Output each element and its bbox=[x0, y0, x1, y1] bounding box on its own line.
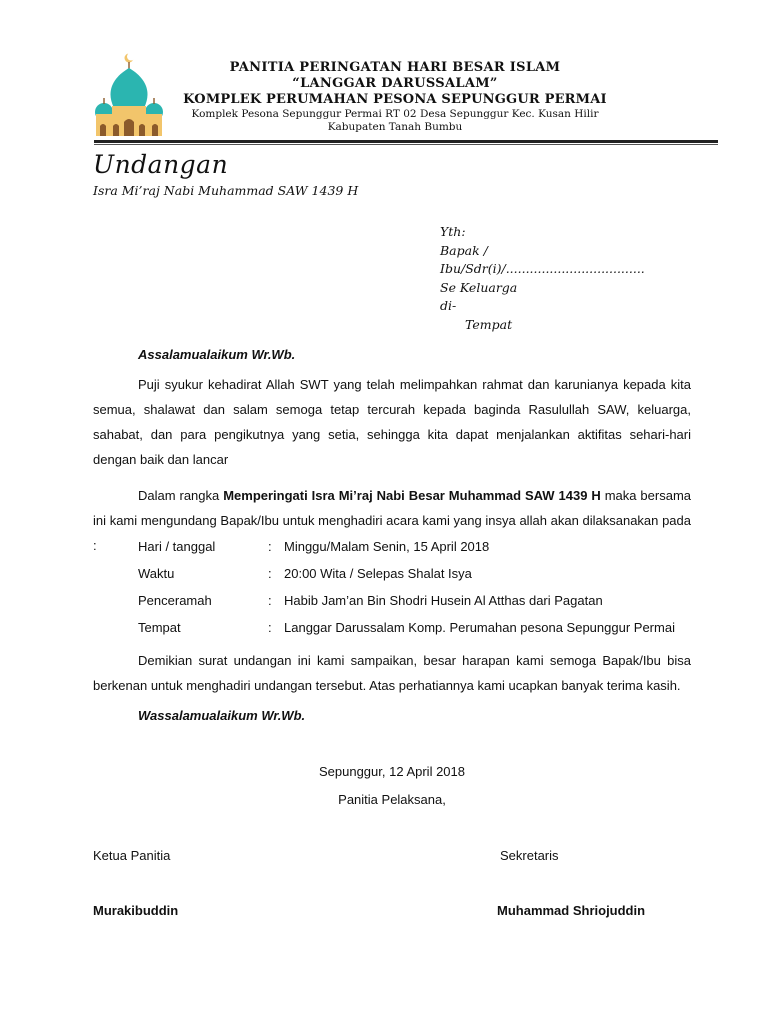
detail-colon: : bbox=[268, 593, 272, 608]
closing-paragraph: Demikian surat undangan ini kami sampaikan, besar harapan kami semoga Bapak/Ibu bisa berkenan untuk menghadiri undangan tersebut. Atas perhatiannya kami ucapkan banyak terima kasih. bbox=[93, 653, 691, 693]
letterhead-divider-thin bbox=[94, 144, 718, 145]
event-paragraph-intro: Dalam rangka bbox=[138, 488, 224, 503]
secretary-role: Sekretaris bbox=[500, 848, 559, 863]
detail-value: Minggu/Malam Senin, 15 April 2018 bbox=[284, 539, 490, 554]
mosque-name: “LANGGAR DARUSSALAM” bbox=[292, 76, 498, 91]
mosque-icon bbox=[94, 50, 164, 138]
address-line: Komplek Pesona Sepunggur Permai RT 02 Desa Sepunggur Kec. Kusan Hilir bbox=[191, 108, 599, 120]
regency-line: Kabupaten Tanah Bumbu bbox=[327, 121, 463, 133]
detail-row bbox=[138, 614, 675, 641]
opening-paragraph: Puji syukur kehadirat Allah SWT yang telah melimpahkan rahmat dan karunianya kepada kita semua, shalawat dan salam semoga tetap tercurah kepada baginda Rasulullah SAW, keluarga, sahabat, dan para pengikutnya yang setia, sehingga kita dapat menjalankan aktifitas sehari-hari dengan baik dan lancar bbox=[93, 377, 691, 467]
chair-name: Murakibuddin bbox=[93, 903, 179, 918]
letter-subtitle: Isra Mi’raj Nabi Muhammad SAW 1439 H bbox=[93, 183, 359, 198]
detail-row bbox=[138, 560, 675, 587]
event-name: Memperingati Isra Mi’raj Nabi Besar Muhammad SAW 1439 H bbox=[223, 488, 601, 503]
secretary-name: Muhammad Shriojuddin bbox=[497, 903, 646, 918]
detail-row bbox=[138, 587, 675, 614]
detail-colon: : bbox=[268, 539, 272, 554]
complex-name: KOMPLEK PERUMAHAN PESONA SEPUNGGUR PERMAI bbox=[183, 92, 607, 107]
addressee-line: Yth: bbox=[440, 224, 466, 239]
addressee-block bbox=[440, 223, 645, 334]
detail-colon: : bbox=[268, 620, 272, 635]
letter-title: Undangan bbox=[93, 150, 229, 179]
place-date: Sepunggur, 12 April 2018 bbox=[318, 764, 465, 779]
closing-greeting: Wassalamualaikum Wr.Wb. bbox=[138, 708, 306, 723]
detail-label: Penceramah bbox=[138, 593, 212, 608]
addressee-line: Bapak / bbox=[440, 242, 488, 258]
chair-role: Ketua Panitia bbox=[93, 848, 171, 863]
letterhead-divider bbox=[94, 140, 718, 143]
committee-name: PANITIA PERINGATAN HARI BESAR ISLAM bbox=[229, 60, 561, 75]
detail-label: Waktu bbox=[138, 566, 175, 581]
letterhead bbox=[170, 60, 620, 134]
greeting: Assalamualaikum Wr.Wb. bbox=[138, 347, 296, 362]
addressee-line: Tempat bbox=[465, 316, 513, 332]
detail-row bbox=[138, 533, 675, 560]
committee-label: Panitia Pelaksana, bbox=[338, 792, 446, 807]
addressee-line: Se Keluarga bbox=[440, 279, 518, 295]
detail-value: Habib Jam’an Bin Shodri Husein Al Atthas dari Pagatan bbox=[284, 593, 603, 608]
detail-colon: : bbox=[268, 566, 272, 581]
detail-value: Langgar Darussalam Komp. Perumahan pesona Sepunggur Permai bbox=[284, 620, 675, 635]
detail-label: Hari / tanggal bbox=[138, 539, 216, 554]
event-paragraph-rest: maka bersama ini kami mengundang Bapak/Ibu untuk menghadiri acara kami yang insya allah akan dilaksanakan pada : bbox=[93, 488, 692, 553]
addressee-line: di- bbox=[440, 298, 457, 313]
event-details bbox=[138, 533, 675, 641]
detail-value: 20:00 Wita / Selepas Shalat Isya bbox=[284, 566, 472, 581]
detail-label: Tempat bbox=[138, 620, 181, 635]
addressee-line: Ibu/Sdr(i)/................................... bbox=[440, 261, 645, 276]
